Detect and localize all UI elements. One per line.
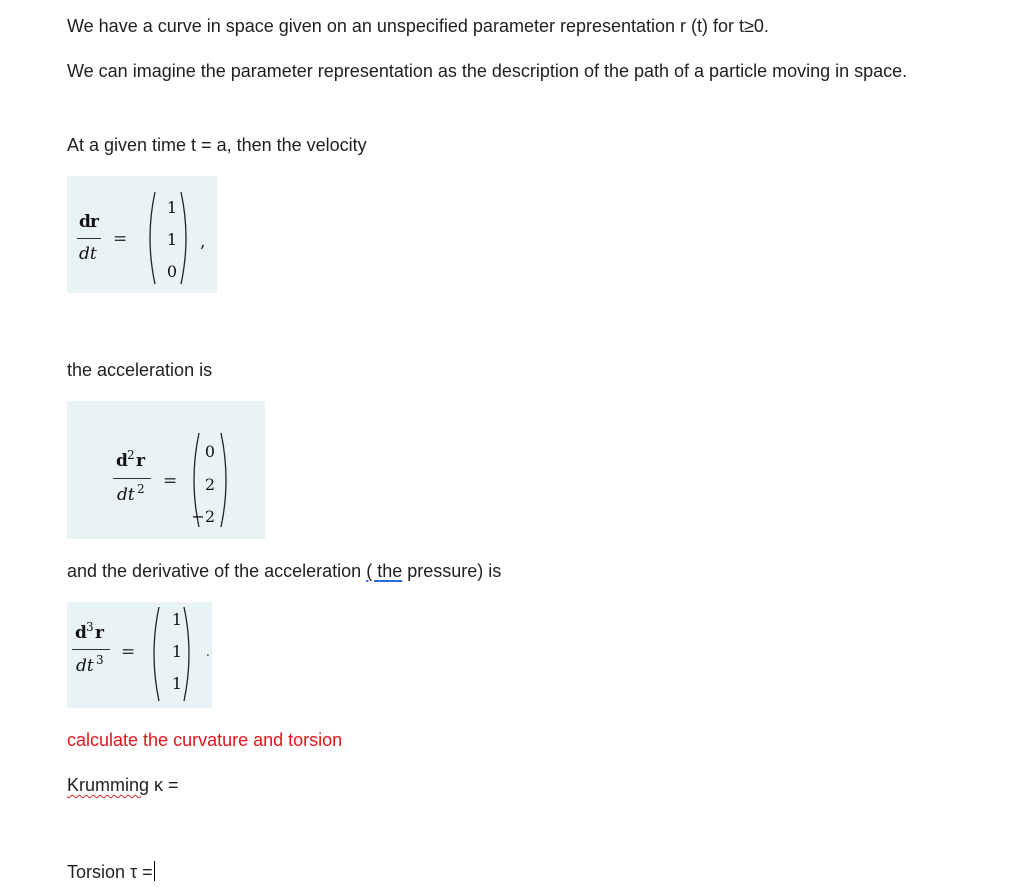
velocity-equation bbox=[67, 176, 217, 293]
jerk-intro bbox=[67, 557, 501, 586]
jerk-equation bbox=[67, 602, 212, 708]
description-line: We can imagine the parameter representation as the description of the path of a particle moving in space. bbox=[67, 61, 908, 81]
velocity-numerator-d: d bbox=[79, 212, 91, 232]
acceleration-equation bbox=[67, 401, 265, 539]
jerk-intro-text: and the derivative of the acceleration bbox=[67, 561, 367, 581]
text-cursor bbox=[154, 861, 155, 881]
velocity-fraction-bar bbox=[77, 238, 101, 239]
acceleration-denominator: dt bbox=[117, 485, 135, 505]
intro-line: We have a curve in space given on an unspecified parameter representation r (t) for t≥0. bbox=[67, 16, 769, 36]
jerk-denominator-exp: 3 bbox=[96, 653, 104, 667]
jerk-equals: = bbox=[121, 642, 136, 662]
velocity-equals: = bbox=[113, 229, 128, 249]
velocity-component-2: 1 bbox=[166, 230, 177, 249]
jerk-numerator-d: d bbox=[75, 623, 87, 643]
acceleration-component-3: −2 bbox=[191, 507, 215, 526]
jerk-component-2: 1 bbox=[171, 642, 182, 661]
velocity-numerator-r: r bbox=[90, 212, 99, 232]
acceleration-fraction-bar bbox=[113, 478, 151, 479]
acceleration-numerator-d: d bbox=[116, 451, 128, 471]
velocity-component-1: 1 bbox=[166, 198, 177, 217]
jerk-intro-tail: pressure) is bbox=[402, 561, 502, 581]
jerk-denominator: dt bbox=[76, 656, 94, 676]
acceleration-right-paren bbox=[219, 431, 233, 529]
curvature-line[interactable] bbox=[67, 771, 179, 800]
jerk-fraction-bar bbox=[72, 649, 110, 650]
velocity-right-paren bbox=[179, 190, 193, 286]
jerk-numerator-exp: 3 bbox=[86, 620, 94, 634]
torsion-line[interactable] bbox=[67, 858, 155, 887]
acceleration-component-1: 0 bbox=[204, 442, 215, 461]
jerk-right-paren bbox=[182, 605, 196, 703]
acceleration-equals: = bbox=[163, 471, 178, 491]
torsion-label: Torsion τ = bbox=[67, 862, 153, 882]
task-instruction: calculate the curvature and torsion bbox=[67, 730, 343, 750]
velocity-intro: At a given time t = a, then the velocity bbox=[67, 135, 367, 155]
velocity-denominator: dt bbox=[79, 244, 97, 264]
acceleration-denominator-exp: 2 bbox=[137, 482, 145, 496]
acceleration-numerator-r: r bbox=[136, 451, 145, 471]
curvature-label: Krumming bbox=[67, 775, 150, 795]
jerk-component-3: 1 bbox=[171, 674, 182, 693]
velocity-component-3: 0 bbox=[166, 262, 177, 281]
acceleration-intro: the acceleration is bbox=[67, 360, 213, 380]
velocity-trailing-comma: , bbox=[200, 232, 206, 252]
jerk-numerator-r: r bbox=[95, 623, 104, 643]
acceleration-numerator-exp: 2 bbox=[127, 448, 135, 462]
jerk-intro-underlined: ( the bbox=[366, 561, 403, 581]
curvature-symbol: κ = bbox=[149, 775, 179, 795]
jerk-component-1: 1 bbox=[171, 610, 182, 629]
acceleration-component-2: 2 bbox=[204, 475, 215, 494]
jerk-trailing-dot: . bbox=[206, 645, 210, 659]
